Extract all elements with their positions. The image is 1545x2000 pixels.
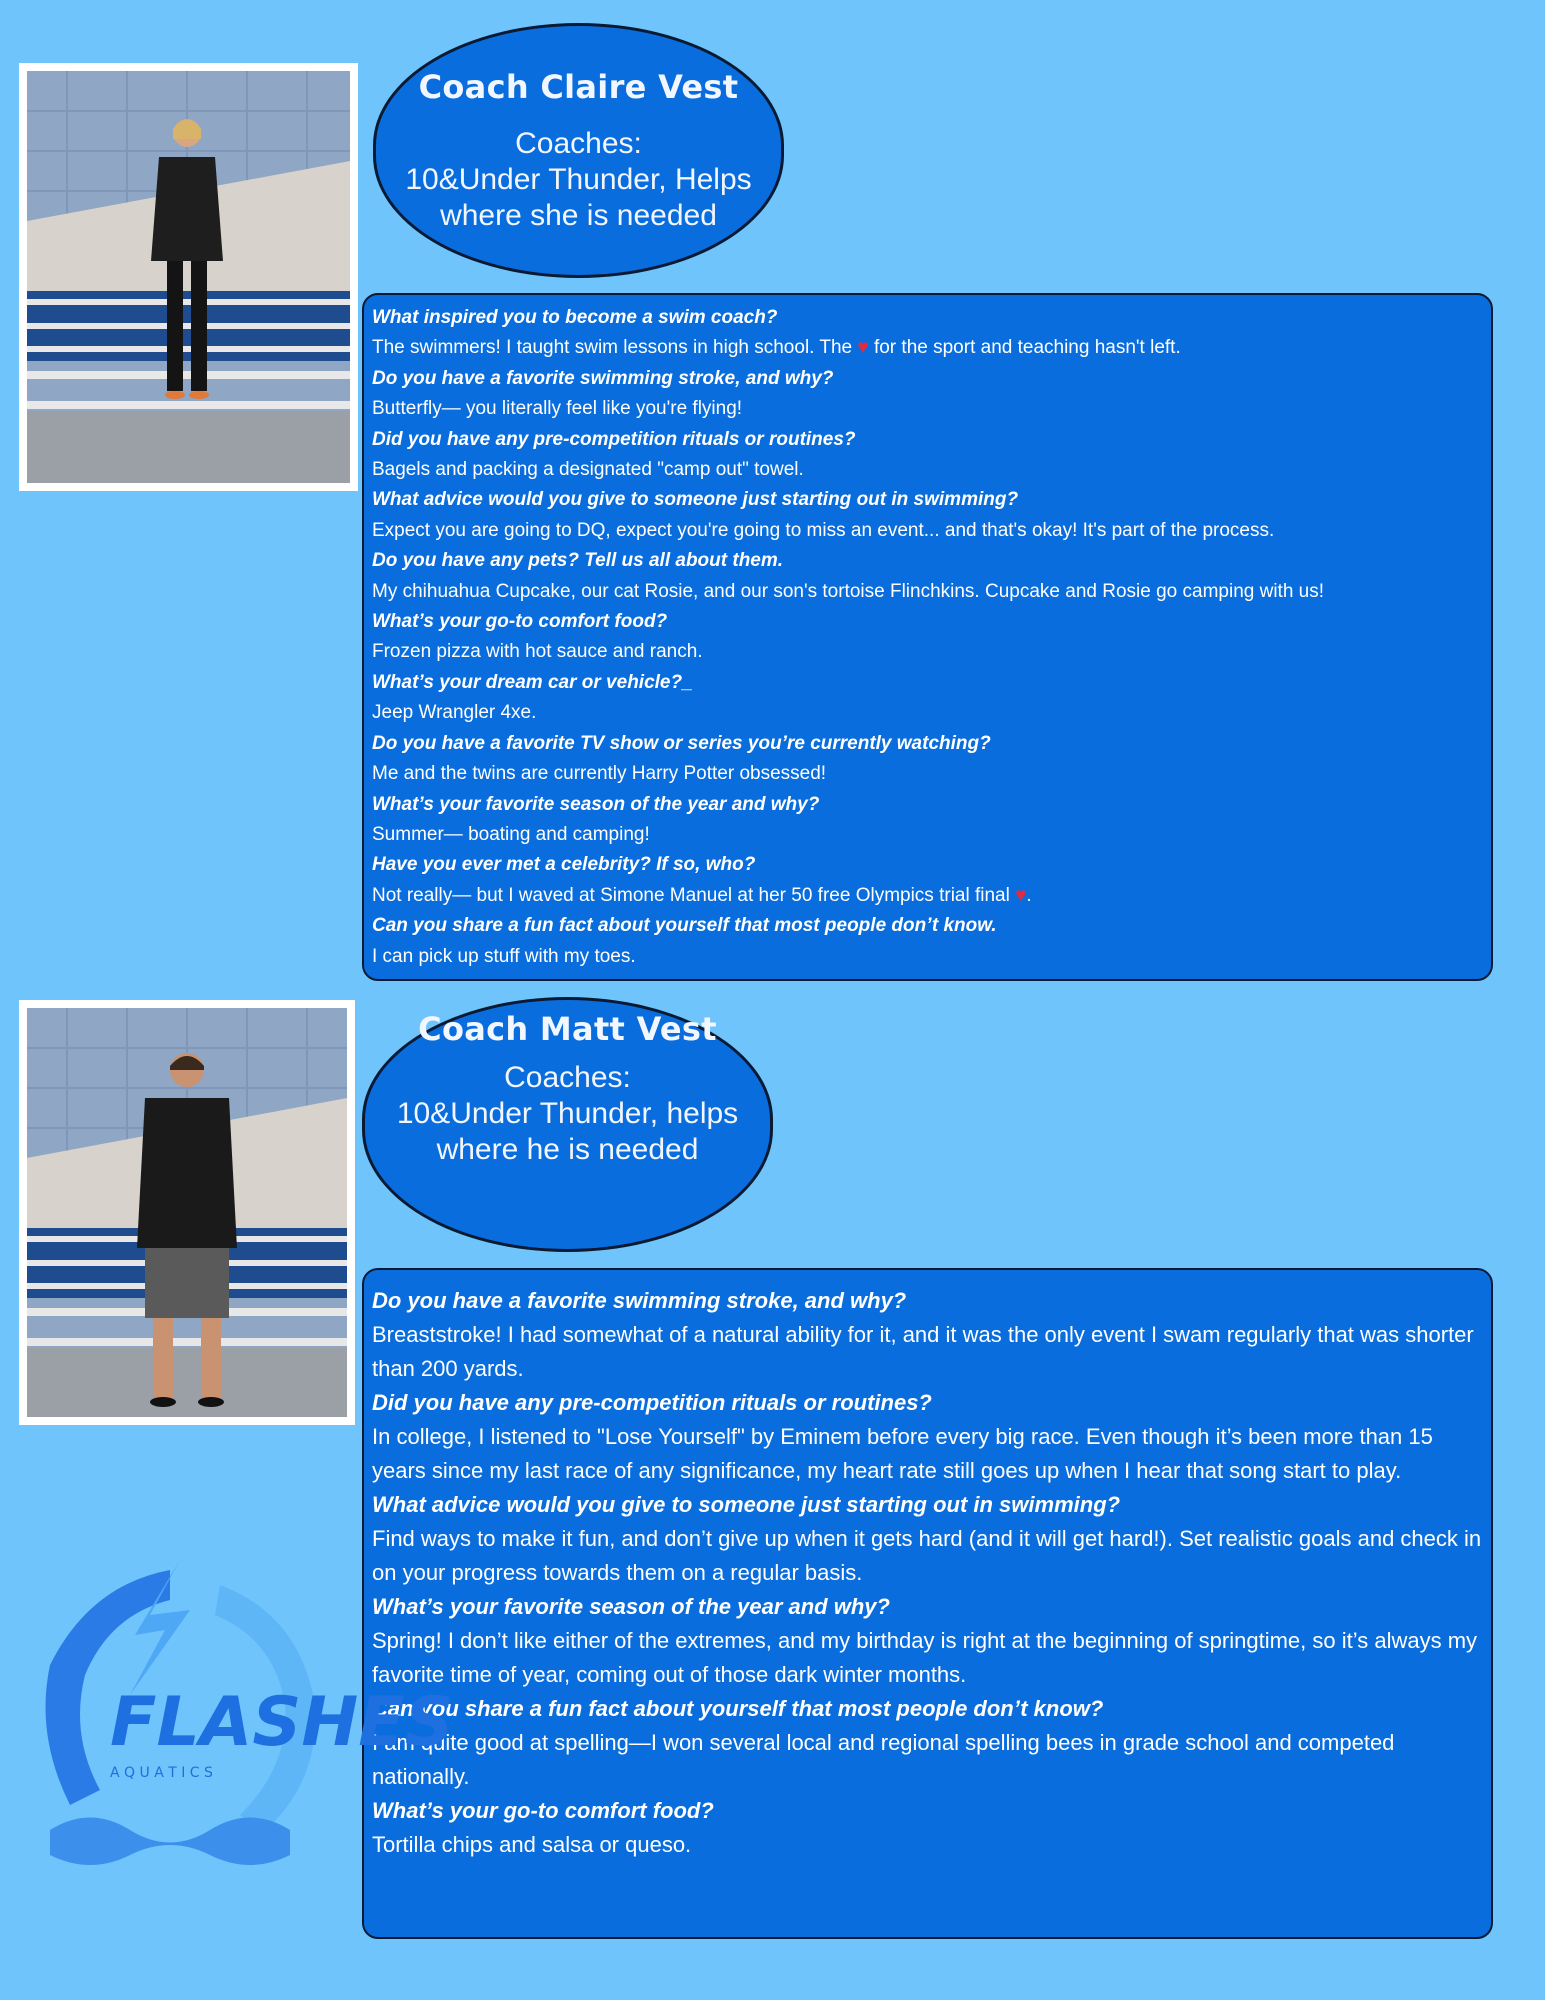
qa-question: Can you share a fun fact about yourself that most people don’t know. [372, 915, 997, 937]
coach-portrait-man-icon [27, 1008, 347, 1417]
qa-answer: Frozen pizza with hot sauce and ranch. [372, 641, 703, 663]
qa-answer: Jeep Wrangler 4xe. [372, 702, 537, 724]
flashes-aquatics-logo [30, 1555, 454, 1875]
coach-claire-title-bubble [373, 23, 784, 278]
coach-claire-photo-frame [19, 63, 358, 491]
qa-question: Do you have any pets? Tell us all about them. [372, 550, 784, 572]
wave-lightning-logo-icon [30, 1555, 454, 1875]
logo-wordmark: FLASHES [110, 1683, 454, 1762]
coach-claire-name: Coach Claire Vest [418, 68, 739, 106]
qa-question: Have you ever met a celebrity? If so, who? [372, 854, 756, 876]
qa-answer: In college, I listened to "Lose Yourself" by Eminem before every big race. Even though it’s been more than 15 years since my last race of any significance, my heart rate still goes up when I hear that song start to play. [372, 1424, 1433, 1483]
coach-matt-role-label: Coaches: [504, 1061, 631, 1094]
heart-icon: ♥ [1015, 884, 1027, 906]
coach-matt-photo-frame [19, 1000, 355, 1425]
coach-matt-role [365, 1060, 770, 1168]
qa-question: Do you have a favorite swimming stroke, and why? [372, 1288, 907, 1313]
qa-question: Do you have a favorite TV show or series you’re currently watching? [372, 732, 991, 754]
coach-claire-photo [27, 71, 350, 483]
qa-question: What’s your go-to comfort food? [372, 611, 668, 633]
coach-matt-role-teams: 10&Under Thunder, helps [396, 1097, 739, 1130]
coach-claire-role-label: Coaches: [515, 127, 642, 160]
qa-question: What advice would you give to someone just starting out in swimming? [372, 1492, 1121, 1517]
qa-answer: Not really— but I waved at Simone Manuel at her 50 free Olympics trial final ♥. [372, 884, 1032, 906]
qa-answer: Bagels and packing a designated "camp out" towel. [372, 459, 804, 481]
qa-question: What’s your favorite season of the year and why? [372, 1594, 890, 1619]
qa-question: What’s your dream car or vehicle?_ [372, 671, 693, 693]
qa-question: What’s your favorite season of the year and why? [372, 793, 820, 815]
qa-answer: Expect you are going to DQ, expect you're going to miss an event... and that's okay! It's part of the process. [372, 519, 1275, 541]
coach-matt-name: Coach Matt Vest [418, 1010, 717, 1048]
qa-answer: Breaststroke! I had somewhat of a natural ability for it, and it was the only event I swam regularly that was shorter than 200 yards. [372, 1322, 1474, 1381]
coach-matt-role-extra: where he is needed [436, 1133, 699, 1166]
logo-subtitle: A Q U A T I C S [110, 1765, 213, 1781]
coach-portrait-woman-icon [27, 71, 350, 483]
coach-claire-role [376, 126, 781, 234]
qa-answer: The swimmers! I taught swim lessons in high school. The ♥ for the sport and teaching hasn't left. [372, 337, 1181, 359]
qa-question: Can you share a fun fact about yourself that most people don’t know? [372, 1696, 1104, 1721]
coach-matt-title-bubble [362, 997, 773, 1252]
qa-question: Did you have any pre-competition rituals or routines? [372, 1390, 932, 1415]
qa-answer: Summer— boating and camping! [372, 823, 650, 845]
qa-answer: My chihuahua Cupcake, our cat Rosie, and our son's tortoise Flinchkins. Cupcake and Rosie go camping with us! [372, 580, 1325, 602]
coach-claire-qa-panel [362, 293, 1493, 981]
coach-claire-role-extra: where she is needed [440, 199, 717, 232]
qa-question: What’s your go-to comfort food? [372, 1798, 714, 1823]
qa-question: What inspired you to become a swim coach? [372, 307, 778, 328]
qa-answer: I am quite good at spelling—I won several local and regional spelling bees in grade school and competed nationally. [372, 1730, 1395, 1789]
qa-answer: Find ways to make it fun, and don’t give up when it gets hard (and it will get hard!). Set realistic goals and check in on your progress towards them on a regular basis. [372, 1526, 1482, 1585]
qa-answer: Me and the twins are currently Harry Potter obsessed! [372, 763, 827, 785]
qa-question: Do you have a favorite swimming stroke, and why? [372, 367, 834, 389]
qa-question: Did you have any pre-competition rituals or routines? [372, 428, 856, 450]
qa-answer: Spring! I don’t like either of the extremes, and my birthday is right at the beginning of springtime, so it’s always my favorite time of year, coming out of those dark winter months. [372, 1628, 1478, 1687]
coach-matt-qa-panel [362, 1268, 1493, 1939]
coach-matt-photo [27, 1008, 347, 1417]
qa-answer: Butterfly— you literally feel like you're flying! [372, 398, 743, 420]
coach-claire-role-teams: 10&Under Thunder, Helps [405, 163, 752, 196]
heart-icon: ♥ [857, 337, 869, 359]
qa-question: What advice would you give to someone just starting out in swimming? [372, 489, 1019, 511]
qa-answer: Tortilla chips and salsa or queso. [372, 1832, 692, 1857]
qa-answer: I can pick up stuff with my toes. [372, 945, 636, 967]
